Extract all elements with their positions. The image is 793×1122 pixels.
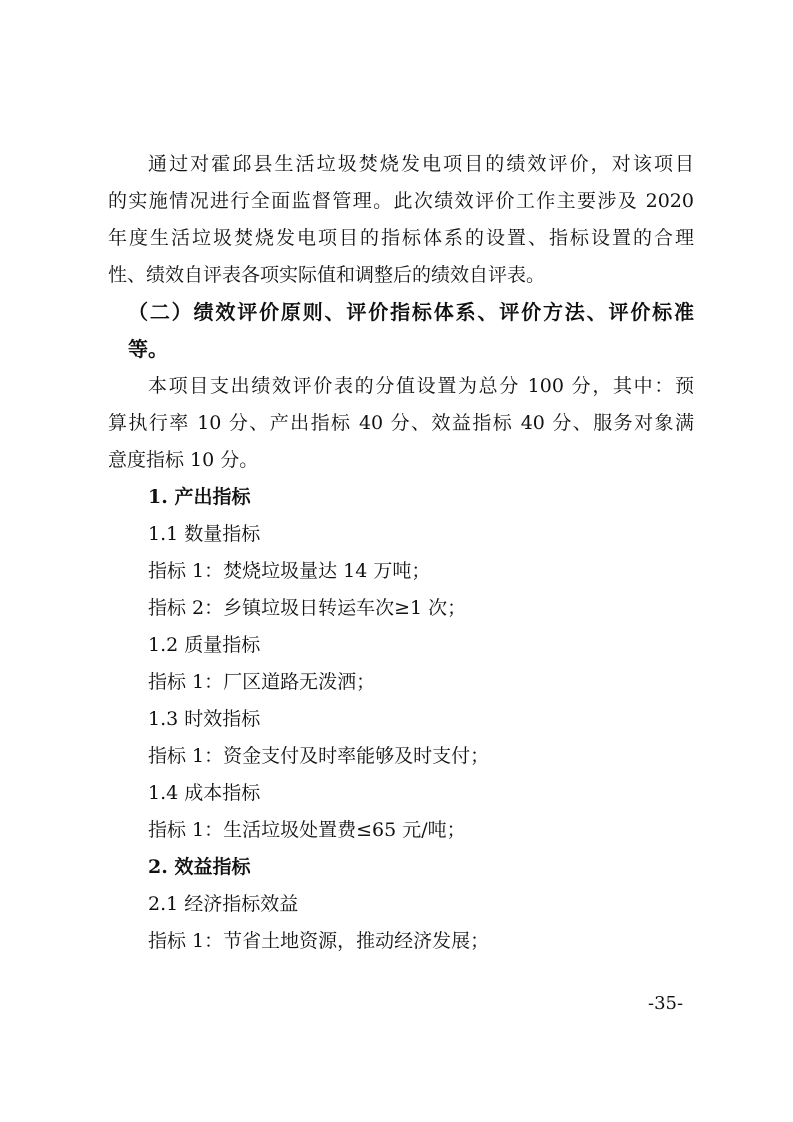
list-item: 指标 1：厂区道路无泼洒；	[148, 671, 376, 693]
paragraph-line: 算执行率 10 分、产出指标 40 分、效益指标 40 分、服务对象满	[108, 412, 694, 434]
heading-line: （二）绩效评价原则、评价指标体系、评价方法、评价标准	[128, 300, 694, 324]
paragraph-line: 意度指标 10 分。	[108, 449, 259, 471]
indicator-list	[108, 479, 694, 960]
subheading-benefit-indicators: 2. 效益指标	[148, 856, 251, 878]
list-item: 指标 1：资金支付及时率能够及时支付；	[148, 745, 490, 767]
list-item: 1.1 数量指标	[148, 523, 261, 545]
section-heading	[108, 294, 694, 368]
paragraph-line: 本项目支出绩效评价表的分值设置为总分 100 分，其中：预	[148, 375, 694, 397]
list-item: 2.1 经济指标效益	[148, 893, 299, 915]
paragraph-line: 年度生活垃圾焚烧发电项目的指标体系的设置、指标设置的合理	[108, 227, 694, 249]
paragraph-line: 性、绩效自评表各项实际值和调整后的绩效自评表。	[108, 264, 546, 286]
paragraph-intro	[108, 146, 694, 294]
list-item: 指标 1：焚烧垃圾量达 14 万吨；	[148, 560, 431, 582]
document-body	[108, 146, 694, 960]
heading-line: 等。	[128, 337, 168, 361]
list-item: 指标 2：乡镇垃圾日转运车次≥1 次；	[148, 597, 467, 619]
subheading-output-indicators: 1. 产出指标	[148, 486, 251, 508]
list-item: 指标 1：生活垃圾处置费≤65 元/吨；	[148, 819, 466, 841]
list-item: 1.2 质量指标	[148, 634, 261, 656]
paragraph-line: 的实施情况进行全面监督管理。此次绩效评价工作主要涉及 2020	[108, 190, 694, 212]
paragraph-line: 通过对霍邱县生活垃圾焚烧发电项目的绩效评价，对该项目	[148, 153, 694, 175]
list-item: 1.4 成本指标	[148, 782, 261, 804]
page-number: -35-	[648, 993, 684, 1014]
list-item: 指标 1：节省土地资源，推动经济发展；	[148, 930, 490, 952]
list-item: 1.3 时效指标	[148, 708, 261, 730]
paragraph-score-setting	[108, 368, 694, 479]
